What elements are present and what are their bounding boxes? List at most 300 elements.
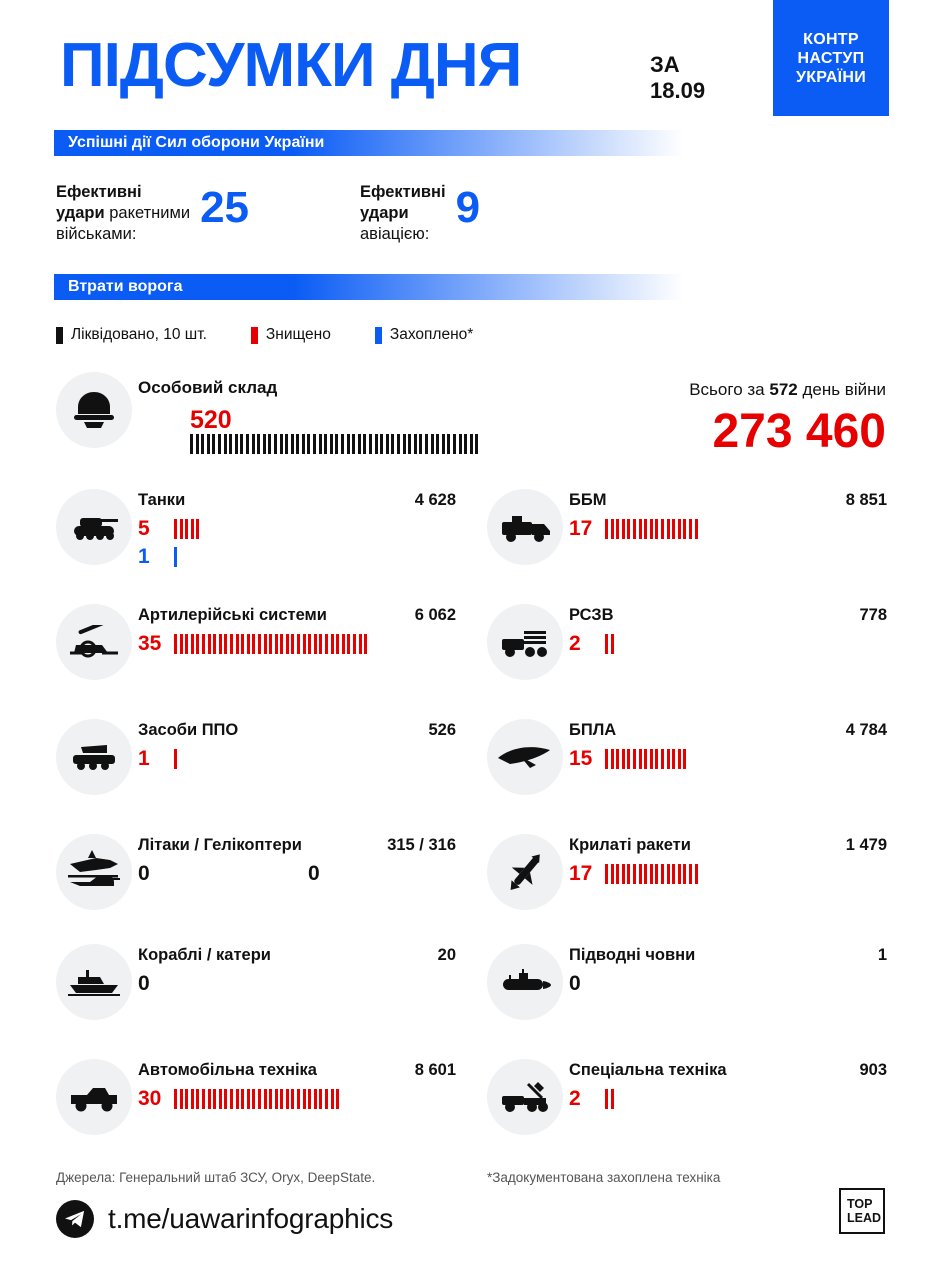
tick-mark: [264, 1089, 267, 1109]
equipment-daily-row: [569, 632, 616, 656]
equipment-daily-value: 1: [138, 545, 150, 568]
legend-swatch-blue: [375, 327, 382, 344]
tick-mark: [639, 864, 642, 884]
equipment-daily-value-secondary: 0: [308, 862, 320, 885]
tick-mark: [196, 434, 199, 454]
afv-icon: [487, 489, 563, 565]
tick-mark: [672, 864, 675, 884]
equipment-daily-value: 30: [138, 1087, 162, 1110]
tick-mark: [308, 634, 311, 654]
tick-mark: [196, 519, 199, 539]
tick-mark: [174, 547, 177, 567]
tick-mark: [605, 519, 608, 539]
tick-mark: [258, 634, 261, 654]
total-suffix: день війни: [797, 380, 886, 399]
equipment-daily-value: 2: [569, 632, 581, 655]
tick-mark: [319, 434, 322, 454]
tick-mark: [224, 434, 227, 454]
tick-mark: [324, 434, 327, 454]
equipment-tick-bars: [605, 519, 700, 539]
tick-mark: [689, 864, 692, 884]
tick-mark: [616, 749, 619, 769]
total-prefix: Всього за: [689, 380, 770, 399]
tick-mark: [230, 1089, 233, 1109]
tick-mark: [616, 864, 619, 884]
legend-item-destroyed: [251, 326, 331, 344]
equipment-total: 20: [437, 946, 456, 964]
equipment-label: Артилерійські системи: [138, 606, 327, 624]
tick-mark: [655, 864, 658, 884]
section-header-losses-label: Втрати ворога: [68, 278, 183, 295]
tick-mark: [263, 434, 266, 454]
stat-personnel: [56, 372, 886, 468]
ships-boats-icon: [56, 944, 132, 1020]
toplead-line-2: LEAD: [847, 1211, 882, 1225]
tick-mark: [683, 749, 686, 769]
equipment-label: БПЛА: [569, 721, 617, 739]
planes-helicopters-icon: [56, 834, 132, 910]
tick-mark: [240, 434, 243, 454]
tick-mark: [268, 434, 271, 454]
tick-mark: [219, 1089, 222, 1109]
stat-missile-strikes-value: 25: [200, 183, 250, 232]
equipment-total: 1 479: [845, 836, 887, 854]
tick-mark: [616, 519, 619, 539]
tick-mark: [303, 1089, 306, 1109]
tick-mark: [196, 634, 199, 654]
cruise-missiles-icon: [487, 834, 563, 910]
tick-mark: [280, 1089, 283, 1109]
equipment-total: 903: [859, 1061, 887, 1079]
legend-item-captured: [375, 326, 473, 344]
tick-mark: [180, 1089, 183, 1109]
equipment-label: Спеціальна техніка: [569, 1061, 727, 1079]
equipment-row-vehicles: [56, 1053, 456, 1163]
tick-mark: [190, 434, 193, 454]
equipment-daily-row: [138, 1087, 342, 1111]
tick-mark: [419, 434, 422, 454]
tick-mark: [622, 864, 625, 884]
equipment-label: РСЗВ: [569, 606, 614, 624]
tick-mark: [269, 1089, 272, 1109]
tick-mark: [661, 519, 664, 539]
tick-mark: [191, 519, 194, 539]
equipment-label: Автомобільна техніка: [138, 1061, 317, 1079]
tick-mark: [678, 519, 681, 539]
tick-mark: [274, 434, 277, 454]
toplead-logo: [839, 1188, 885, 1234]
tick-mark: [655, 519, 658, 539]
total-days: 572: [769, 380, 798, 399]
tick-mark: [325, 1089, 328, 1109]
equipment-tick-bars: [174, 634, 370, 654]
tick-mark: [247, 634, 250, 654]
stat-aviation-strikes-value: 9: [455, 183, 481, 232]
tick-mark: [213, 1089, 216, 1109]
equipment-total: 6 062: [414, 606, 456, 624]
submarines-icon: [487, 944, 563, 1020]
tick-mark: [331, 1089, 334, 1109]
personnel-daily-value: 520: [190, 406, 232, 434]
equipment-row-mlrs: [487, 598, 887, 708]
tick-mark: [286, 634, 289, 654]
date-prefix: ЗА: [650, 52, 680, 77]
equipment-daily-value: 0: [138, 862, 150, 885]
air-defence-icon: [56, 719, 132, 795]
equipment-total: 526: [428, 721, 456, 739]
date-value: 18.09: [650, 78, 706, 103]
equipment-daily-row: [138, 632, 370, 656]
personnel-icon-circle: [56, 372, 132, 448]
tick-mark: [453, 434, 456, 454]
tick-mark: [201, 434, 204, 454]
brand-logo: [773, 0, 889, 116]
telegram-handle: t.me/uawarinfographics: [108, 1203, 394, 1234]
equipment-label: Підводні човни: [569, 946, 696, 964]
legend-swatch-black: [56, 327, 63, 344]
tick-mark: [650, 749, 653, 769]
tick-mark: [308, 1089, 311, 1109]
tick-mark: [611, 1089, 614, 1109]
tick-mark: [269, 634, 272, 654]
tick-mark: [627, 519, 630, 539]
tick-mark: [330, 434, 333, 454]
tick-mark: [364, 634, 367, 654]
equipment-total: 4 784: [845, 721, 887, 739]
tick-mark: [185, 634, 188, 654]
tick-mark: [475, 434, 478, 454]
tick-mark: [622, 749, 625, 769]
equipment-label: Засоби ППО: [138, 721, 239, 739]
tick-mark: [639, 749, 642, 769]
tick-mark: [174, 749, 177, 769]
tick-mark: [347, 634, 350, 654]
tick-mark: [431, 434, 434, 454]
tick-mark: [627, 864, 630, 884]
tick-mark: [291, 1089, 294, 1109]
tick-mark: [180, 519, 183, 539]
tick-mark: [667, 749, 670, 769]
tick-mark: [202, 1089, 205, 1109]
equipment-total: 8 601: [414, 1061, 456, 1079]
tick-mark: [683, 864, 686, 884]
tick-mark: [611, 864, 614, 884]
tick-mark: [314, 1089, 317, 1109]
telegram-link[interactable]: [56, 1200, 393, 1238]
tick-mark: [257, 434, 260, 454]
tick-mark: [291, 434, 294, 454]
tick-mark: [689, 519, 692, 539]
tick-mark: [352, 434, 355, 454]
tick-mark: [291, 634, 294, 654]
stat-missile-strikes: [56, 182, 249, 245]
strike-label-3: ракетними: [104, 204, 191, 222]
tick-mark: [313, 434, 316, 454]
tick-mark: [358, 434, 361, 454]
equipment-label: Танки: [138, 491, 186, 509]
tick-mark: [633, 519, 636, 539]
tick-mark: [303, 634, 306, 654]
tick-mark: [369, 434, 372, 454]
tick-mark: [359, 634, 362, 654]
tick-mark: [218, 434, 221, 454]
tick-mark: [425, 434, 428, 454]
tick-mark: [695, 864, 698, 884]
equipment-total: 8 851: [845, 491, 887, 509]
equipment-daily-row: [569, 972, 605, 996]
equipment-daily-row: [569, 862, 700, 886]
equipment-daily-value: 1: [138, 747, 150, 770]
equipment-row-ships-boats: [56, 938, 456, 1048]
tick-mark: [661, 864, 664, 884]
tick-mark: [414, 434, 417, 454]
tick-mark: [264, 634, 267, 654]
equipment-daily-row: [569, 747, 689, 771]
tick-mark: [397, 434, 400, 454]
tick-mark: [661, 749, 664, 769]
tick-mark: [230, 634, 233, 654]
equipment-row-cruise-missiles: [487, 828, 887, 938]
tick-mark: [207, 434, 210, 454]
equipment-daily-value: 15: [569, 747, 593, 770]
section-header-losses: [54, 274, 684, 300]
tick-mark: [695, 519, 698, 539]
equipment-total: 315 / 316: [387, 836, 456, 854]
uav-icon: [487, 719, 563, 795]
legend-swatch-red: [251, 327, 258, 344]
tick-mark: [246, 434, 249, 454]
tick-mark: [285, 434, 288, 454]
page-title: ПІДСУМКИ ДНЯ: [60, 31, 522, 100]
equipment-daily-value: 5: [138, 517, 150, 540]
brand-line-2: НАСТУП: [797, 49, 865, 67]
special-equipment-icon: [487, 1059, 563, 1135]
tick-mark: [236, 634, 239, 654]
equipment-daily-row: [138, 972, 174, 996]
tick-mark: [341, 434, 344, 454]
tick-mark: [185, 1089, 188, 1109]
tick-mark: [202, 634, 205, 654]
section-header-successes-label: Успішні дії Сил оборони України: [68, 134, 325, 151]
equipment-label: ББМ: [569, 491, 607, 509]
equipment-tick-bars: [605, 864, 700, 884]
strike-label-2: удари: [56, 204, 105, 222]
tick-mark: [336, 1089, 339, 1109]
personnel-label: Особовий склад: [138, 378, 278, 397]
air-label-2: удари: [360, 204, 409, 222]
tick-mark: [611, 749, 614, 769]
tick-mark: [286, 1089, 289, 1109]
legend-label-destroyed: Знищено: [265, 326, 331, 343]
mlrs-icon: [487, 604, 563, 680]
tick-mark: [219, 634, 222, 654]
tick-mark: [252, 1089, 255, 1109]
tick-mark: [442, 434, 445, 454]
tick-mark: [667, 864, 670, 884]
tick-mark: [297, 634, 300, 654]
tick-mark: [380, 434, 383, 454]
tick-mark: [241, 634, 244, 654]
tick-mark: [196, 1089, 199, 1109]
tick-mark: [331, 634, 334, 654]
tick-mark: [644, 864, 647, 884]
tick-mark: [375, 434, 378, 454]
tick-mark: [633, 864, 636, 884]
tick-mark: [678, 864, 681, 884]
vehicles-icon: [56, 1059, 132, 1135]
equipment-total: 778: [859, 606, 887, 624]
tick-mark: [605, 864, 608, 884]
tick-mark: [252, 634, 255, 654]
stat-aviation-strikes-label: [360, 182, 446, 245]
legend-item-liquidated: [56, 326, 207, 344]
tick-mark: [224, 634, 227, 654]
equipment-row-submarines: [487, 938, 887, 1048]
equipment-row-artillery: [56, 598, 456, 708]
equipment-daily-row: [569, 517, 700, 541]
footer-sources: Джерела: Генеральний штаб ЗСУ, Oryx, DeepState.: [56, 1170, 376, 1185]
equipment-daily-row: [138, 862, 338, 886]
personnel-tick-bars: [190, 434, 481, 454]
artillery-icon: [56, 604, 132, 680]
tick-mark: [319, 634, 322, 654]
tick-mark: [644, 749, 647, 769]
tick-mark: [224, 1089, 227, 1109]
equipment-daily-row: [569, 1087, 616, 1111]
air-label-1: Ефективні: [360, 183, 446, 201]
tick-mark: [336, 634, 339, 654]
tick-mark: [391, 434, 394, 454]
tick-mark: [319, 1089, 322, 1109]
equipment-total: 4 628: [414, 491, 456, 509]
tick-mark: [447, 434, 450, 454]
equipment-daily-value: 35: [138, 632, 162, 655]
brand-line-3: УКРАЇНИ: [795, 68, 867, 86]
footer-note: *Задокументована захоплена техніка: [487, 1170, 721, 1185]
tick-mark: [459, 434, 462, 454]
equipment-daily-value: 17: [569, 862, 593, 885]
tick-mark: [236, 1089, 239, 1109]
tick-mark: [213, 634, 216, 654]
tick-mark: [678, 749, 681, 769]
equipment-daily-row: [138, 545, 180, 569]
tick-mark: [297, 1089, 300, 1109]
tick-mark: [275, 634, 278, 654]
tick-mark: [605, 749, 608, 769]
tick-mark: [627, 749, 630, 769]
strike-label-1: Ефективні: [56, 183, 142, 201]
equipment-row-special-equipment: [487, 1053, 887, 1163]
tick-mark: [307, 434, 310, 454]
equipment-tick-bars: [605, 1089, 616, 1109]
tick-mark: [470, 434, 473, 454]
tanks-icon: [56, 489, 132, 565]
equipment-row-tanks: [56, 483, 456, 593]
brand-line-1: КОНТР: [803, 30, 859, 48]
tick-mark: [386, 434, 389, 454]
equipment-daily-value: 0: [138, 972, 150, 995]
report-date: [650, 52, 705, 104]
section-header-successes: [54, 130, 684, 156]
tick-mark: [212, 434, 215, 454]
tick-mark: [229, 434, 232, 454]
tick-mark: [174, 634, 177, 654]
equipment-daily-row: [138, 517, 202, 541]
stat-missile-strikes-label: [56, 182, 190, 245]
tick-mark: [191, 1089, 194, 1109]
tick-mark: [342, 634, 345, 654]
tick-mark: [622, 519, 625, 539]
legend-label-captured: Захоплено*: [389, 326, 474, 343]
personnel-total-value: 273 460: [712, 405, 886, 458]
tick-mark: [464, 434, 467, 454]
equipment-daily-value: 2: [569, 1087, 581, 1110]
tick-mark: [408, 434, 411, 454]
legend-label-liquidated: Ліквідовано, 10 шт.: [71, 326, 207, 343]
tick-mark: [650, 864, 653, 884]
equipment-daily-value: 17: [569, 517, 593, 540]
tick-mark: [672, 749, 675, 769]
telegram-icon: [56, 1200, 94, 1238]
equipment-row-uav: [487, 713, 887, 823]
equipment-tick-bars: [174, 749, 180, 769]
tick-mark: [667, 519, 670, 539]
tick-mark: [247, 1089, 250, 1109]
equipment-tick-bars: [174, 547, 180, 567]
legend: [56, 326, 517, 344]
tick-mark: [235, 434, 238, 454]
equipment-tick-bars: [174, 519, 202, 539]
personnel-total-label: [689, 380, 886, 400]
tick-mark: [605, 634, 608, 654]
tick-mark: [174, 519, 177, 539]
tick-mark: [241, 1089, 244, 1109]
tick-mark: [683, 519, 686, 539]
tick-mark: [275, 1089, 278, 1109]
tick-mark: [436, 434, 439, 454]
strike-label-4: військами:: [56, 225, 137, 243]
equipment-total: 1: [877, 946, 887, 964]
tick-mark: [185, 519, 188, 539]
tick-mark: [611, 634, 614, 654]
equipment-row-planes-helicopters: [56, 828, 456, 938]
tick-mark: [335, 434, 338, 454]
tick-mark: [258, 1089, 261, 1109]
equipment-row-afv: [487, 483, 887, 593]
tick-mark: [180, 634, 183, 654]
tick-mark: [633, 749, 636, 769]
helmet-icon: [70, 388, 118, 432]
tick-mark: [363, 434, 366, 454]
tick-mark: [672, 519, 675, 539]
tick-mark: [611, 519, 614, 539]
tick-mark: [605, 1089, 608, 1109]
tick-mark: [280, 634, 283, 654]
tick-mark: [325, 634, 328, 654]
tick-mark: [208, 1089, 211, 1109]
tick-mark: [280, 434, 283, 454]
equipment-tick-bars: [605, 634, 616, 654]
equipment-label: Літаки / Гелікоптери: [138, 836, 302, 854]
equipment-tick-bars: [605, 749, 689, 769]
tick-mark: [314, 634, 317, 654]
tick-mark: [208, 634, 211, 654]
equipment-daily-value: 0: [569, 972, 581, 995]
tick-mark: [650, 519, 653, 539]
tick-mark: [655, 749, 658, 769]
tick-mark: [174, 1089, 177, 1109]
equipment-row-air-defence: [56, 713, 456, 823]
